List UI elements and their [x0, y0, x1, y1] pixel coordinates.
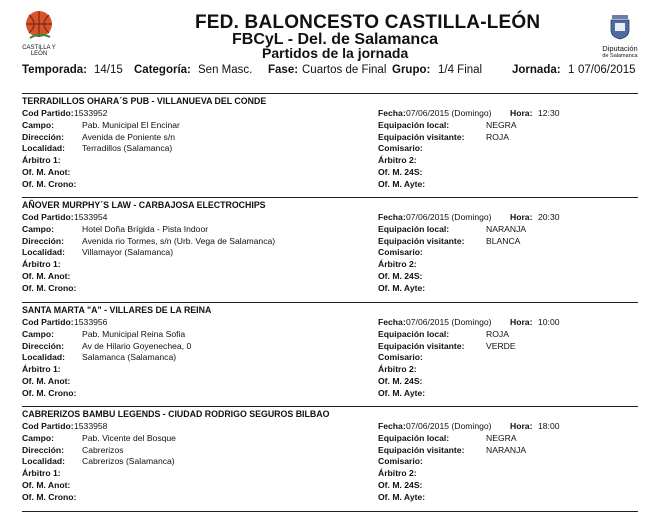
categoria-value: Sen Masc. — [198, 64, 253, 76]
match-row — [22, 120, 638, 132]
direccion-label: Dirección: — [22, 235, 65, 246]
match-block — [22, 408, 638, 504]
match-row — [22, 247, 638, 259]
direccion-value: Cabrerizos — [82, 444, 124, 455]
match-row — [22, 468, 638, 480]
crono-label: Of. M. Crono: — [22, 387, 77, 398]
diputacion-logo — [598, 14, 642, 60]
comisario-label: Comisario: — [378, 352, 423, 363]
arbitro2-label: Árbitro 2: — [378, 155, 417, 166]
grupo-label: Grupo: — [392, 64, 431, 76]
match-row — [22, 167, 638, 179]
comisario-label: Comisario: — [378, 247, 423, 258]
fecha-label: Fecha: — [378, 212, 406, 222]
arbitro1-label: Árbitro 1: — [22, 155, 61, 166]
fecha-label: Fecha: — [378, 421, 406, 431]
localidad-value: Terradillos (Salamanca) — [82, 143, 173, 154]
fecha-value: 07/06/2015 (Domingo) — [406, 212, 492, 222]
match-row — [22, 480, 638, 492]
m24-label: Of. M. 24S: — [378, 479, 423, 490]
campo-label: Campo: — [22, 223, 54, 234]
localidad-label: Localidad: — [22, 352, 65, 363]
cod-label: Cod Partido: — [22, 108, 74, 118]
grupo-value: 1/4 Final — [438, 64, 483, 76]
campo-value: Pab. Municipal El Encinar — [82, 119, 180, 130]
arbitro2-label: Árbitro 2: — [378, 259, 417, 270]
match-block — [22, 199, 638, 295]
match-row — [22, 433, 638, 445]
localidad-label: Localidad: — [22, 143, 65, 154]
match-row — [22, 224, 638, 236]
m24-label: Of. M. 24S: — [378, 375, 423, 386]
arbitro2-label: Árbitro 2: — [378, 364, 417, 375]
eq_local-label: Equipación local: — [378, 432, 450, 443]
hora-label: Hora: — [510, 421, 533, 431]
match-row — [22, 317, 638, 329]
fecha-label: Fecha: — [378, 108, 406, 118]
direccion-value: Avenida de Poniente s/n — [82, 131, 176, 142]
localidad-value: Cabrerizos (Salamanca) — [82, 456, 175, 467]
eq_visit-value: ROJA — [486, 131, 509, 142]
left-logo-text: CASTILLA Y LEÓN — [22, 45, 56, 57]
match-row — [22, 341, 638, 353]
hora-value: 10:00 — [538, 317, 560, 327]
match-title: TERRADILLOS OHARA´S PUB - VILLANUEVA DEL CONDE — [22, 96, 267, 106]
localidad-label: Localidad: — [22, 456, 65, 467]
fecha-value: 07/06/2015 (Domingo) — [406, 421, 492, 431]
eq_visit-label: Equipación visitante: — [378, 235, 465, 246]
arbitro2-label: Árbitro 2: — [378, 468, 417, 479]
page-subtitle: Partidos de la jornada — [262, 45, 409, 61]
match-row — [22, 445, 638, 457]
match-row — [22, 283, 638, 295]
comisario-label: Comisario: — [378, 143, 423, 154]
campo-label: Campo: — [22, 328, 54, 339]
fecha-label: Fecha: — [378, 317, 406, 327]
fbcyl-logo — [22, 8, 56, 57]
match-block — [22, 95, 638, 191]
match-row — [22, 132, 638, 144]
eq_local-value: NARANJA — [486, 223, 527, 234]
match-row — [22, 155, 638, 167]
eq_local-label: Equipación local: — [378, 223, 450, 234]
hora-label: Hora: — [510, 108, 533, 118]
match-row — [22, 352, 638, 364]
match-row — [22, 236, 638, 248]
localidad-value: Villamayor (Salamanca) — [82, 247, 174, 258]
arbitro1-label: Árbitro 1: — [22, 468, 61, 479]
temporada-label: Temporada: — [22, 64, 87, 76]
crono-label: Of. M. Crono: — [22, 178, 77, 189]
right-logo-text-1: Diputación — [602, 44, 638, 53]
hora-value: 18:00 — [538, 421, 560, 431]
match-divider — [22, 511, 638, 512]
match-row — [22, 259, 638, 271]
ayte-label: Of. M. Ayte: — [378, 282, 426, 293]
categoria-label: Categoría: — [134, 64, 191, 76]
match-row — [22, 212, 638, 224]
eq_visit-label: Equipación visitante: — [378, 340, 465, 351]
fase-value: Cuartos de Final — [302, 64, 387, 76]
localidad-label: Localidad: — [22, 247, 65, 258]
basketball-icon — [22, 8, 56, 42]
match-title: SANTA MARTA "A" - VILLARES DE LA REINA — [22, 305, 212, 315]
match-title: AÑOVER MURPHY´S LAW - CARBAJOSA ELECTROCHIPS — [22, 200, 266, 210]
ayte-label: Of. M. Ayte: — [378, 387, 426, 398]
match-row — [22, 364, 638, 376]
jornada-label: Jornada: — [512, 64, 561, 76]
direccion-value: Av de Hilario Goyenechea, 0 — [82, 340, 192, 351]
coat-of-arms-icon — [609, 14, 631, 40]
direccion-label: Dirección: — [22, 444, 65, 455]
match-row — [22, 388, 638, 400]
campo-value: Hotel Doña Brígida - Pista Indoor — [82, 223, 209, 234]
match-row — [22, 492, 638, 504]
cod-label: Cod Partido: — [22, 421, 74, 431]
hora-label: Hora: — [510, 212, 533, 222]
eq_visit-value: BLANCA — [486, 235, 521, 246]
match-row — [22, 456, 638, 468]
ayte-label: Of. M. Ayte: — [378, 178, 426, 189]
hora-value: 12:30 — [538, 108, 560, 118]
cod-label: Cod Partido: — [22, 317, 74, 327]
match-row — [22, 108, 638, 120]
eq_local-label: Equipación local: — [378, 328, 450, 339]
hora-label: Hora: — [510, 317, 533, 327]
m24-label: Of. M. 24S: — [378, 166, 423, 177]
match-divider — [22, 302, 638, 303]
match-row — [22, 143, 638, 155]
anot-label: Of. M. Anot: — [22, 375, 71, 386]
match-row — [22, 271, 638, 283]
match-row — [22, 421, 638, 433]
cod-value: 1533958 — [74, 421, 108, 431]
match-row — [22, 376, 638, 388]
m24-label: Of. M. 24S: — [378, 270, 423, 281]
cod-value: 1533952 — [74, 108, 108, 118]
campo-value: Pab. Municipal Reina Sofia — [82, 328, 186, 339]
federation-title: FED. BALONCESTO CASTILLA-LEÓN — [195, 12, 541, 33]
eq_local-value: NEGRA — [486, 119, 517, 130]
eq_visit-value: NARANJA — [486, 444, 527, 455]
divider — [22, 93, 638, 94]
eq_visit-label: Equipación visitante: — [378, 444, 465, 455]
crono-label: Of. M. Crono: — [22, 282, 77, 293]
campo-label: Campo: — [22, 119, 54, 130]
cod-label: Cod Partido: — [22, 212, 74, 222]
fecha-value: 07/06/2015 (Domingo) — [406, 317, 492, 327]
delegation-title: FBCyL - Del. de Salamanca — [232, 31, 438, 48]
match-divider — [22, 197, 638, 198]
eq_visit-value: VERDE — [486, 340, 516, 351]
match-row — [22, 179, 638, 191]
direccion-label: Dirección: — [22, 340, 65, 351]
direccion-value: Avenida rio Tormes, s/n (Urb. Vega de Salamanca) — [82, 235, 276, 246]
comisario-label: Comisario: — [378, 456, 423, 467]
temporada-value: 14/15 — [94, 64, 123, 76]
eq_local-value: NEGRA — [486, 432, 517, 443]
match-title: CABRERIZOS BAMBU LEGENDS - CIUDAD RODRIGO SEGUROS BILBAO — [22, 409, 330, 419]
match-block — [22, 304, 638, 400]
campo-value: Pab. Vicente del Bosque — [82, 432, 176, 443]
right-logo-text-2: de Salamanca — [602, 53, 638, 59]
direccion-label: Dirección: — [22, 131, 65, 142]
crono-label: Of. M. Crono: — [22, 491, 77, 502]
cod-value: 1533954 — [74, 212, 108, 222]
arbitro1-label: Árbitro 1: — [22, 259, 61, 270]
jornada-date: 07/06/2015 — [578, 64, 636, 76]
match-row — [22, 329, 638, 341]
match-divider — [22, 406, 638, 407]
eq_local-value: ROJA — [486, 328, 509, 339]
anot-label: Of. M. Anot: — [22, 479, 71, 490]
campo-label: Campo: — [22, 432, 54, 443]
ayte-label: Of. M. Ayte: — [378, 491, 426, 502]
anot-label: Of. M. Anot: — [22, 270, 71, 281]
meta-line — [22, 64, 642, 78]
jornada-value: 1 — [568, 64, 575, 76]
fase-label: Fase: — [268, 64, 299, 76]
anot-label: Of. M. Anot: — [22, 166, 71, 177]
hora-value: 20:30 — [538, 212, 560, 222]
cod-value: 1533956 — [74, 317, 108, 327]
arbitro1-label: Árbitro 1: — [22, 364, 61, 375]
localidad-value: Salamanca (Salamanca) — [82, 352, 177, 363]
eq_visit-label: Equipación visitante: — [378, 131, 465, 142]
eq_local-label: Equipación local: — [378, 119, 450, 130]
fecha-value: 07/06/2015 (Domingo) — [406, 108, 492, 118]
